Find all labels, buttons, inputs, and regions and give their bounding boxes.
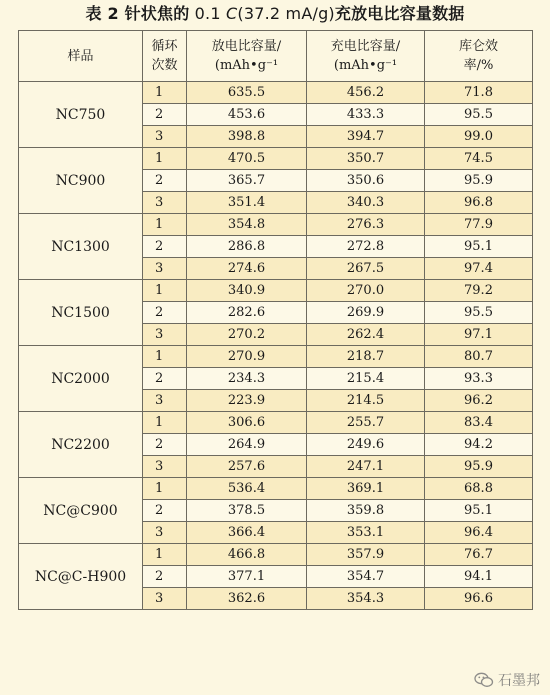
cycle-cell: 3 <box>143 324 187 346</box>
charge-capacity-cell: 272.8 <box>307 236 425 258</box>
table-row <box>19 544 533 566</box>
discharge-capacity-cell: 635.5 <box>187 82 307 104</box>
discharge-capacity-cell: 270.2 <box>187 324 307 346</box>
charge-capacity-cell: 267.5 <box>307 258 425 280</box>
charge-capacity-cell: 247.1 <box>307 456 425 478</box>
table-row <box>19 280 533 302</box>
cycle-cell: 3 <box>143 588 187 610</box>
charge-capacity-cell: 357.9 <box>307 544 425 566</box>
sample-name-cell: NC2200 <box>19 412 143 478</box>
cycle-cell: 1 <box>143 148 187 170</box>
efficiency-cell: 80.7 <box>425 346 533 368</box>
efficiency-cell: 96.8 <box>425 192 533 214</box>
efficiency-cell: 95.9 <box>425 456 533 478</box>
efficiency-cell: 68.8 <box>425 478 533 500</box>
cycle-cell: 3 <box>143 192 187 214</box>
cycle-cell: 1 <box>143 214 187 236</box>
discharge-capacity-cell: 270.9 <box>187 346 307 368</box>
discharge-capacity-cell: 306.6 <box>187 412 307 434</box>
cycle-cell: 1 <box>143 412 187 434</box>
efficiency-cell: 95.1 <box>425 500 533 522</box>
charge-capacity-cell: 369.1 <box>307 478 425 500</box>
header-cycle: 循环 次数 <box>143 31 187 82</box>
charge-capacity-cell: 249.6 <box>307 434 425 456</box>
cycle-cell: 3 <box>143 390 187 412</box>
caption-rate-value: 0.1 <box>189 4 227 23</box>
discharge-capacity-cell: 377.1 <box>187 566 307 588</box>
charge-capacity-cell: 215.4 <box>307 368 425 390</box>
header-discharge-capacity: 放电比容量/ (mAh•g⁻¹ <box>187 31 307 82</box>
header-charge-capacity: 充电比容量/ (mAh•g⁻¹ <box>307 31 425 82</box>
cycle-cell: 1 <box>143 478 187 500</box>
cycle-cell: 3 <box>143 522 187 544</box>
cycle-cell: 2 <box>143 302 187 324</box>
efficiency-cell: 97.4 <box>425 258 533 280</box>
efficiency-cell: 94.2 <box>425 434 533 456</box>
discharge-capacity-cell: 286.8 <box>187 236 307 258</box>
caption-rate: (37.2 mA/g) <box>237 4 335 23</box>
table-row <box>19 346 533 368</box>
charge-capacity-cell: 269.9 <box>307 302 425 324</box>
charge-capacity-cell: 433.3 <box>307 104 425 126</box>
discharge-capacity-cell: 470.5 <box>187 148 307 170</box>
discharge-capacity-cell: 362.6 <box>187 588 307 610</box>
charge-capacity-cell: 340.3 <box>307 192 425 214</box>
efficiency-cell: 96.4 <box>425 522 533 544</box>
cycle-cell: 1 <box>143 280 187 302</box>
discharge-capacity-cell: 365.7 <box>187 170 307 192</box>
efficiency-cell: 99.0 <box>425 126 533 148</box>
discharge-capacity-cell: 453.6 <box>187 104 307 126</box>
cycle-cell: 3 <box>143 258 187 280</box>
sample-name-cell: NC750 <box>19 82 143 148</box>
discharge-capacity-cell: 282.6 <box>187 302 307 324</box>
discharge-capacity-cell: 354.8 <box>187 214 307 236</box>
sample-name-cell: NC1500 <box>19 280 143 346</box>
sample-name-cell: NC@C-H900 <box>19 544 143 610</box>
cycle-cell: 2 <box>143 566 187 588</box>
caption-suffix: 充放电比容量数据 <box>334 4 465 23</box>
caption-prefix: 表 2 针状焦的 <box>85 4 190 23</box>
sample-name-cell: NC2000 <box>19 346 143 412</box>
efficiency-cell: 96.2 <box>425 390 533 412</box>
charge-capacity-cell: 262.4 <box>307 324 425 346</box>
efficiency-cell: 77.9 <box>425 214 533 236</box>
charge-capacity-cell: 270.0 <box>307 280 425 302</box>
cycle-cell: 2 <box>143 104 187 126</box>
discharge-capacity-cell: 234.3 <box>187 368 307 390</box>
sample-name-cell: NC@C900 <box>19 478 143 544</box>
efficiency-cell: 71.8 <box>425 82 533 104</box>
table-row <box>19 478 533 500</box>
discharge-capacity-cell: 340.9 <box>187 280 307 302</box>
discharge-capacity-cell: 536.4 <box>187 478 307 500</box>
table-row <box>19 82 533 104</box>
discharge-capacity-cell: 466.8 <box>187 544 307 566</box>
charge-capacity-cell: 255.7 <box>307 412 425 434</box>
cycle-cell: 2 <box>143 170 187 192</box>
cycle-cell: 2 <box>143 434 187 456</box>
wechat-icon <box>474 672 494 688</box>
cycle-cell: 1 <box>143 346 187 368</box>
efficiency-cell: 97.1 <box>425 324 533 346</box>
discharge-capacity-cell: 351.4 <box>187 192 307 214</box>
charge-capacity-cell: 214.5 <box>307 390 425 412</box>
header-row <box>19 31 533 82</box>
efficiency-cell: 74.5 <box>425 148 533 170</box>
sample-name-cell: NC1300 <box>19 214 143 280</box>
cycle-cell: 2 <box>143 368 187 390</box>
efficiency-cell: 96.6 <box>425 588 533 610</box>
efficiency-cell: 79.2 <box>425 280 533 302</box>
cycle-cell: 3 <box>143 456 187 478</box>
charge-capacity-cell: 359.8 <box>307 500 425 522</box>
watermark <box>474 669 540 691</box>
table-body <box>19 82 533 610</box>
efficiency-cell: 93.3 <box>425 368 533 390</box>
charge-capacity-cell: 354.7 <box>307 566 425 588</box>
discharge-capacity-cell: 366.4 <box>187 522 307 544</box>
discharge-capacity-cell: 223.9 <box>187 390 307 412</box>
efficiency-cell: 95.5 <box>425 302 533 324</box>
efficiency-cell: 83.4 <box>425 412 533 434</box>
discharge-capacity-cell: 274.6 <box>187 258 307 280</box>
caption-c-symbol: C <box>226 4 238 23</box>
charge-capacity-cell: 276.3 <box>307 214 425 236</box>
cycle-cell: 3 <box>143 126 187 148</box>
charge-capacity-cell: 350.7 <box>307 148 425 170</box>
header-sample: 样品 <box>19 31 143 82</box>
capacity-table <box>18 30 533 610</box>
cycle-cell: 2 <box>143 500 187 522</box>
discharge-capacity-cell: 264.9 <box>187 434 307 456</box>
table-row <box>19 148 533 170</box>
discharge-capacity-cell: 378.5 <box>187 500 307 522</box>
table-caption <box>0 0 550 28</box>
table-row <box>19 214 533 236</box>
cycle-cell: 1 <box>143 544 187 566</box>
efficiency-cell: 94.1 <box>425 566 533 588</box>
header-coulombic-efficiency: 库仑效 率/% <box>425 31 533 82</box>
discharge-capacity-cell: 257.6 <box>187 456 307 478</box>
charge-capacity-cell: 353.1 <box>307 522 425 544</box>
table-row <box>19 412 533 434</box>
efficiency-cell: 95.1 <box>425 236 533 258</box>
efficiency-cell: 95.9 <box>425 170 533 192</box>
charge-capacity-cell: 354.3 <box>307 588 425 610</box>
discharge-capacity-cell: 398.8 <box>187 126 307 148</box>
cycle-cell: 2 <box>143 236 187 258</box>
charge-capacity-cell: 456.2 <box>307 82 425 104</box>
efficiency-cell: 76.7 <box>425 544 533 566</box>
charge-capacity-cell: 394.7 <box>307 126 425 148</box>
efficiency-cell: 95.5 <box>425 104 533 126</box>
charge-capacity-cell: 350.6 <box>307 170 425 192</box>
sample-name-cell: NC900 <box>19 148 143 214</box>
charge-capacity-cell: 218.7 <box>307 346 425 368</box>
cycle-cell: 1 <box>143 82 187 104</box>
watermark-text: 石墨邦 <box>498 673 540 689</box>
